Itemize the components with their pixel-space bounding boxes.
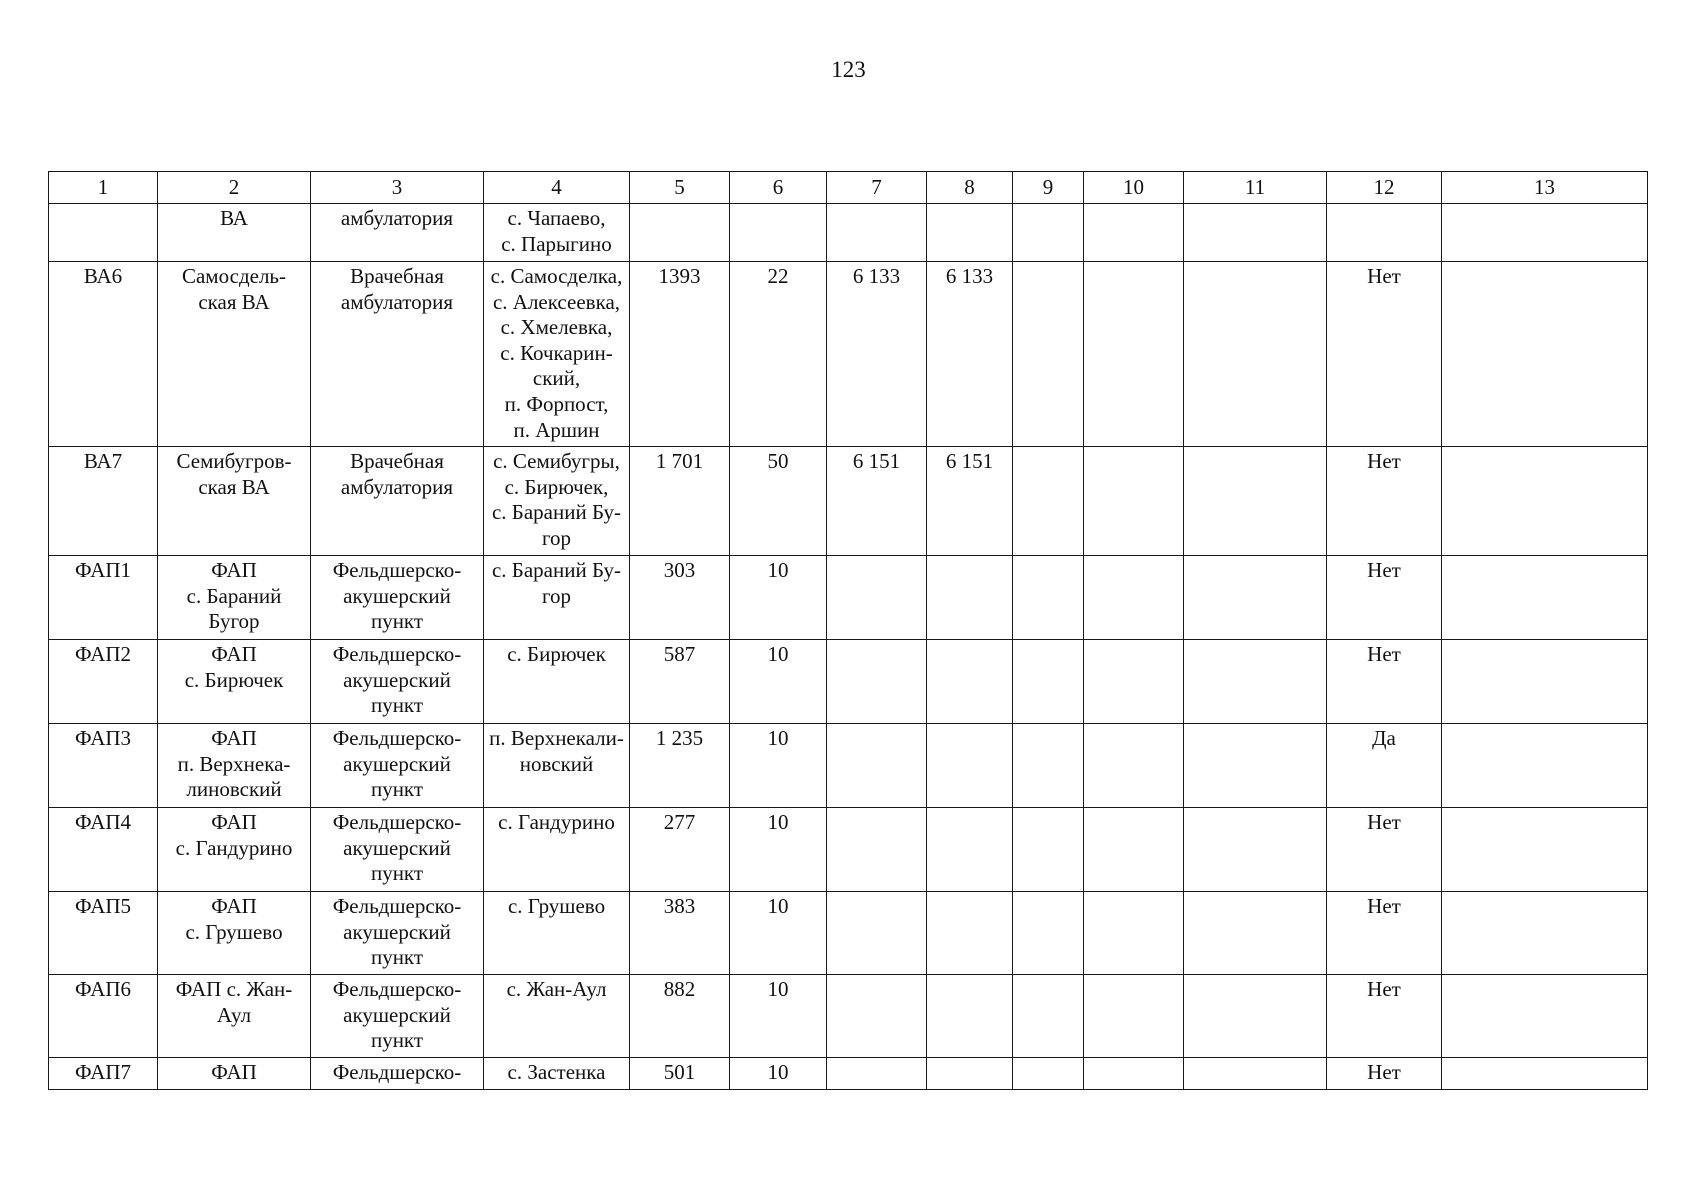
- column-header-2: 2: [158, 172, 311, 204]
- table-cell-col-12: [1327, 204, 1442, 262]
- table-cell-col-12: Нет: [1327, 1058, 1442, 1090]
- table-row: [49, 640, 1648, 724]
- table-cell-col-2: ФАП п. Верхнека- линовский: [158, 724, 311, 808]
- table-cell-col-8: [927, 808, 1013, 892]
- table-cell-col-2: ВА: [158, 204, 311, 262]
- table-cell-col-3: Фельдшерско- акушерский пункт: [311, 640, 484, 724]
- table-cell-col-5: 501: [630, 1058, 730, 1090]
- table-cell-col-9: [1013, 975, 1084, 1058]
- table-cell-col-11: [1184, 808, 1327, 892]
- column-header-7: 7: [827, 172, 927, 204]
- table-cell-col-10: [1084, 808, 1184, 892]
- table-cell-col-4: с. Семибугры, с. Бирючек, с. Бараний Бу- гор: [484, 447, 630, 556]
- table-cell-col-13: [1442, 892, 1648, 975]
- table-cell-col-13: [1442, 204, 1648, 262]
- table-cell-col-9: [1013, 1058, 1084, 1090]
- table-cell-col-7: [827, 556, 927, 640]
- table-cell-col-3: Врачебная амбулатория: [311, 447, 484, 556]
- table-cell-col-11: [1184, 640, 1327, 724]
- table-cell-col-12: Нет: [1327, 447, 1442, 556]
- column-header-3: 3: [311, 172, 484, 204]
- table-cell-col-7: [827, 975, 927, 1058]
- table-cell-col-4: с. Бирючек: [484, 640, 630, 724]
- table-cell-col-11: [1184, 262, 1327, 447]
- table-cell-col-5: 587: [630, 640, 730, 724]
- table-cell-col-1: ФАП6: [49, 975, 158, 1058]
- table-cell-col-3: Фельдшерско-: [311, 1058, 484, 1090]
- table-cell-col-7: [827, 724, 927, 808]
- table-cell-col-1: ВА6: [49, 262, 158, 447]
- table-row: [49, 975, 1648, 1058]
- table-row: [49, 808, 1648, 892]
- table-cell-col-4: с. Бараний Бу- гор: [484, 556, 630, 640]
- table-cell-col-2: ФАП с. Жан- Аул: [158, 975, 311, 1058]
- column-header-11: 11: [1184, 172, 1327, 204]
- table-cell-col-8: 6 151: [927, 447, 1013, 556]
- table-cell-col-11: [1184, 724, 1327, 808]
- table-cell-col-8: [927, 975, 1013, 1058]
- column-header-10: 10: [1084, 172, 1184, 204]
- table-cell-col-6: 10: [730, 808, 827, 892]
- table-cell-col-13: [1442, 808, 1648, 892]
- table-cell-col-9: [1013, 204, 1084, 262]
- table-cell-col-13: [1442, 1058, 1648, 1090]
- table-cell-col-8: [927, 640, 1013, 724]
- table-cell-col-5: 277: [630, 808, 730, 892]
- table-row: [49, 892, 1648, 975]
- table-cell-col-4: с. Чапаево, с. Парыгино: [484, 204, 630, 262]
- table-cell-col-5: 1 235: [630, 724, 730, 808]
- table-row: [49, 262, 1648, 447]
- table-cell-col-2: ФАП с. Бирючек: [158, 640, 311, 724]
- table-cell-col-3: Фельдшерско- акушерский пункт: [311, 975, 484, 1058]
- table-cell-col-10: [1084, 975, 1184, 1058]
- table-cell-col-7: [827, 640, 927, 724]
- table-cell-col-13: [1442, 447, 1648, 556]
- table-cell-col-3: Фельдшерско- акушерский пункт: [311, 724, 484, 808]
- table-cell-col-4: с. Застенка: [484, 1058, 630, 1090]
- table-cell-col-10: [1084, 447, 1184, 556]
- table-cell-col-10: [1084, 556, 1184, 640]
- table-cell-col-7: 6 133: [827, 262, 927, 447]
- column-header-9: 9: [1013, 172, 1084, 204]
- table-cell-col-2: Самосдель- ская ВА: [158, 262, 311, 447]
- table-cell-col-2: ФАП с. Бараний Бугор: [158, 556, 311, 640]
- table-cell-col-2: ФАП с. Грушево: [158, 892, 311, 975]
- table-cell-col-5: 1393: [630, 262, 730, 447]
- table-cell-col-7: [827, 1058, 927, 1090]
- table-cell-col-12: Нет: [1327, 892, 1442, 975]
- table-row: [49, 447, 1648, 556]
- table-cell-col-11: [1184, 975, 1327, 1058]
- table-cell-col-8: [927, 1058, 1013, 1090]
- table-cell-col-3: амбулатория: [311, 204, 484, 262]
- table-row: [49, 1058, 1648, 1090]
- table-cell-col-8: [927, 724, 1013, 808]
- table-cell-col-10: [1084, 640, 1184, 724]
- table-cell-col-11: [1184, 1058, 1327, 1090]
- column-header-12: 12: [1327, 172, 1442, 204]
- table-cell-col-2: ФАП с. Гандурино: [158, 808, 311, 892]
- table-cell-col-3: Врачебная амбулатория: [311, 262, 484, 447]
- table-cell-col-6: 10: [730, 892, 827, 975]
- table-cell-col-11: [1184, 556, 1327, 640]
- table-cell-col-12: Нет: [1327, 808, 1442, 892]
- table-cell-col-9: [1013, 640, 1084, 724]
- table-cell-col-6: [730, 204, 827, 262]
- table-cell-col-9: [1013, 724, 1084, 808]
- table-cell-col-6: 50: [730, 447, 827, 556]
- table-cell-col-10: [1084, 1058, 1184, 1090]
- table-cell-col-11: [1184, 204, 1327, 262]
- column-header-4: 4: [484, 172, 630, 204]
- table-cell-col-13: [1442, 262, 1648, 447]
- table-cell-col-5: 383: [630, 892, 730, 975]
- table-cell-col-7: [827, 204, 927, 262]
- table-cell-col-1: ФАП2: [49, 640, 158, 724]
- table-cell-col-3: Фельдшерско- акушерский пункт: [311, 556, 484, 640]
- table-cell-col-6: 10: [730, 640, 827, 724]
- table-cell-col-1: ФАП7: [49, 1058, 158, 1090]
- table-cell-col-6: 10: [730, 1058, 827, 1090]
- column-header-1: 1: [49, 172, 158, 204]
- table-cell-col-3: Фельдшерско- акушерский пункт: [311, 808, 484, 892]
- table-body: [49, 204, 1648, 1090]
- table-cell-col-6: 10: [730, 724, 827, 808]
- table-cell-col-10: [1084, 892, 1184, 975]
- table-cell-col-1: ВА7: [49, 447, 158, 556]
- table-cell-col-1: [49, 204, 158, 262]
- table-cell-col-10: [1084, 262, 1184, 447]
- table-cell-col-5: 1 701: [630, 447, 730, 556]
- column-header-6: 6: [730, 172, 827, 204]
- table-cell-col-4: с. Самосделка, с. Алексеевка, с. Хмелевка, с. Кочкарин- ский, п. Форпост, п. Аршин: [484, 262, 630, 447]
- table-cell-col-8: [927, 204, 1013, 262]
- table-cell-col-1: ФАП3: [49, 724, 158, 808]
- table-cell-col-12: Нет: [1327, 262, 1442, 447]
- table-cell-col-8: [927, 556, 1013, 640]
- table-cell-col-13: [1442, 556, 1648, 640]
- table-cell-col-9: [1013, 262, 1084, 447]
- table-cell-col-1: ФАП1: [49, 556, 158, 640]
- table-cell-col-10: [1084, 204, 1184, 262]
- table-cell-col-3: Фельдшерско- акушерский пункт: [311, 892, 484, 975]
- table-cell-col-6: 22: [730, 262, 827, 447]
- table-cell-col-11: [1184, 447, 1327, 556]
- column-header-13: 13: [1442, 172, 1648, 204]
- table-cell-col-9: [1013, 447, 1084, 556]
- table-cell-col-12: Нет: [1327, 640, 1442, 724]
- table-cell-col-5: 882: [630, 975, 730, 1058]
- table-cell-col-11: [1184, 892, 1327, 975]
- table-cell-col-9: [1013, 808, 1084, 892]
- table-cell-col-7: [827, 892, 927, 975]
- table-cell-col-13: [1442, 640, 1648, 724]
- document-table: [48, 171, 1648, 1090]
- table-cell-col-13: [1442, 724, 1648, 808]
- table-cell-col-10: [1084, 724, 1184, 808]
- table-cell-col-4: п. Верхнекали- новский: [484, 724, 630, 808]
- table-cell-col-4: с. Жан-Аул: [484, 975, 630, 1058]
- table-cell-col-4: с. Гандурино: [484, 808, 630, 892]
- table-cell-col-5: 303: [630, 556, 730, 640]
- table-cell-col-8: [927, 892, 1013, 975]
- table-cell-col-9: [1013, 556, 1084, 640]
- table-cell-col-7: [827, 808, 927, 892]
- table-cell-col-5: [630, 204, 730, 262]
- table-cell-col-12: Нет: [1327, 975, 1442, 1058]
- table-cell-col-1: ФАП4: [49, 808, 158, 892]
- table-header-row: [49, 172, 1648, 204]
- table-cell-col-2: Семибугров- ская ВА: [158, 447, 311, 556]
- table-row: [49, 556, 1648, 640]
- column-header-8: 8: [927, 172, 1013, 204]
- table-cell-col-6: 10: [730, 975, 827, 1058]
- table-cell-col-4: с. Грушево: [484, 892, 630, 975]
- column-header-5: 5: [630, 172, 730, 204]
- table-cell-col-9: [1013, 892, 1084, 975]
- table-cell-col-7: 6 151: [827, 447, 927, 556]
- table-row: [49, 204, 1648, 262]
- table-cell-col-12: Нет: [1327, 556, 1442, 640]
- table-cell-col-8: 6 133: [927, 262, 1013, 447]
- table-cell-col-13: [1442, 975, 1648, 1058]
- table-cell-col-1: ФАП5: [49, 892, 158, 975]
- table-cell-col-12: Да: [1327, 724, 1442, 808]
- table-row: [49, 724, 1648, 808]
- table-cell-col-6: 10: [730, 556, 827, 640]
- table-cell-col-2: ФАП: [158, 1058, 311, 1090]
- page-number: 123: [831, 57, 866, 82]
